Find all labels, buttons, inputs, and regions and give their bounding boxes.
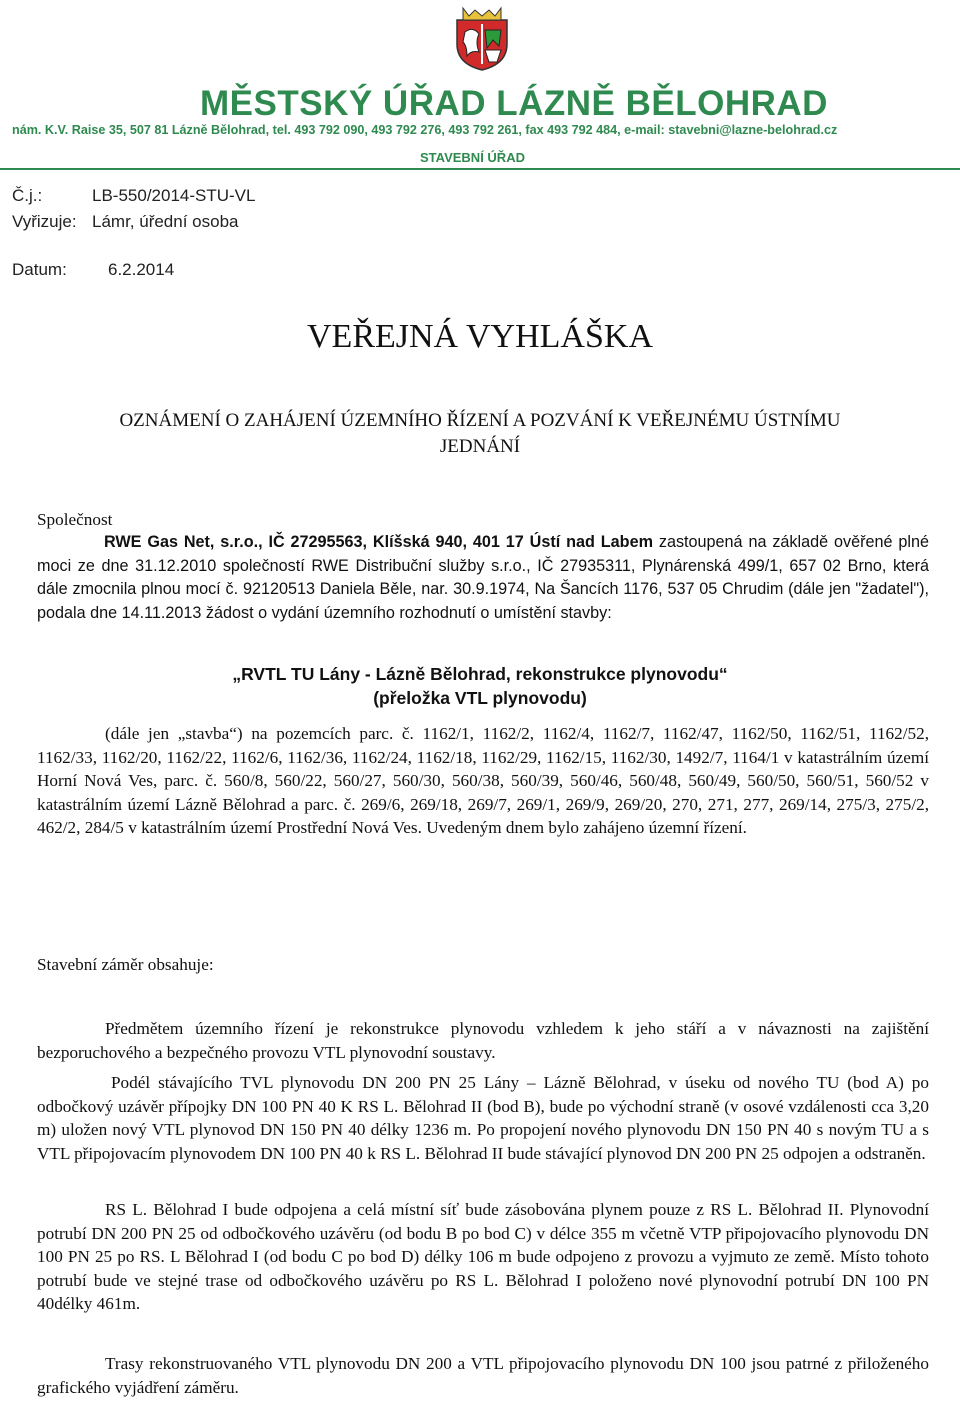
document-subtitle: [0, 408, 960, 460]
handler-row: [12, 212, 238, 232]
document-title: VEŘEJNÁ VYHLÁŠKA: [307, 318, 653, 355]
date-value: 6.2.2014: [108, 260, 175, 279]
header-divider: [0, 168, 960, 170]
applicant-name: RWE Gas Net, s.r.o., IČ 27295563, Klíšská 940, 401 17 Ústí nad Labem: [104, 533, 653, 551]
paragraph-disconnection: RS L. Bělohrad I bude odpojena a celá místní síť bude zásobována plynem pouze z RS L. Bělohrad II. Plynovodní potrubí DN 200 PN 25 od odbočkového uzávěru (od bodu B po bod C) v délce 355 m včetně VTP připojovacího plynovodu DN 100 PN 25 po RS. L Bělohrad I (od bodu C po bod D) délky 106 m bude odpojeno z provozu a vyjmuto ze země. Místo tohoto potrubí bude ve stejné trase od odbočkového uzávěru po RS L. Bělohrad I položeno nové plynovodní potrubí DN 100 PN 40délky 461m.: [37, 1200, 929, 1313]
section-heading: Stavební záměr obsahuje:: [37, 955, 214, 974]
applicant-paragraph: [37, 531, 929, 625]
applicant-heading: Společnost: [37, 510, 113, 529]
reference-value: LB-550/2014-STU-VL: [92, 186, 256, 205]
handler-label: Vyřizuje:: [12, 212, 77, 231]
parcels-paragraph: (dále jen „stavba“) na pozemcích parc. č. 1162/1, 1162/2, 1162/4, 1162/7, 1162/47, 1162/50, 1162/51, 1162/52, 1162/33, 1162/20, 1162/22, 1162/6, 1162/36, 1162/24, 1162/18, 1162/29, 1162/15, 1162/30, 1492/7, 1164/1 v katastrálním území Horní Nová Ves, parc. č. 560/8, 560/22, 560/27, 560/30, 560/38, 560/39, 560/46, 560/48, 560/49, 560/50, 560/51, 560/52 v katastrálním území Lázně Bělohrad a parc. č. 269/6, 269/18, 269/7, 269/1, 269/9, 269/20, 270, 271, 277, 269/14, 275/3, 275/2, 462/2, 284/5 v katastrálním území Prostřední Nová Ves. Uvedeným dnem bylo zahájeno územní řízení.: [37, 724, 929, 837]
subtitle-line-1: OZNÁMENÍ O ZAHÁJENÍ ÚZEMNÍHO ŘÍZENÍ A POZVÁNÍ K VEŘEJNÉMU ÚSTNÍMU: [119, 410, 841, 431]
paragraph-routes: Trasy rekonstruovaného VTL plynovodu DN 200 a VTL připojovacího plynovodu DN 100 jsou patrné z přiloženého grafického vyjádření záměru.: [37, 1354, 929, 1397]
reference-label: Č.j.:: [12, 186, 43, 205]
date-row: [12, 260, 174, 280]
reference-row: [12, 186, 255, 206]
applicant-text: zastoupená na základě ověřené plné moci ze dne 31.12.2010 společností RWE Distribuční služby s.r.o., IČ 27935311, Plynárenská 499/1, 657 02 Brno, která dále zmocnila plnou mocí č. 92120513 Daniela Běle, nar. 30.9.1974, Na Šancích 1176, 537 05 Chrudim (dále jen "žadatel"), podala dne 14.11.2013 žádost o vydání územního rozhodnutí o umístění stavby:: [37, 533, 929, 622]
subtitle-line-2: JEDNÁNÍ: [439, 436, 521, 457]
city-crest-icon: [453, 6, 511, 72]
office-contact-line: nám. K.V. Raise 35, 507 81 Lázně Bělohrad, tel. 493 792 090, 493 792 276, 493 792 261, fax 493 792 484, e-mail: stavebni@lazne-belohrad.cz: [12, 123, 838, 137]
paragraph-new-pipeline: Podél stávajícího TVL plynovodu DN 200 PN 25 Lány – Lázně Bělohrad, v úseku od nového TU (bod A) po odbočkový uzávěr přípojky DN 100 PN 40 K RS L. Bělohrad II (bod B), bude po východní straně (v osové vzdálenosti cca 3,20 m) uložen nový VTL plynovod DN 150 PN 40 délky 1236 m. Po propojení nového plynovodu DN 150 PN 40 s novým TU a s VTL připojovacím plynovodem DN 100 PN 40 k RS L. Bělohrad II bude stávající plynovod DN 200 PN 25 odpojen a odstraněn.: [37, 1073, 929, 1163]
department-name: STAVEBNÍ ÚŘAD: [420, 150, 525, 165]
paragraph-purpose: Předmětem územního řízení je rekonstrukce plynovodu vzhledem k jeho stáří a v návaznosti na zajištění bezporuchového a bezpečného provozu VTL plynovodní soustavy.: [37, 1019, 929, 1062]
office-name: MĚSTSKÝ ÚŘAD LÁZNĚ BĚLOHRAD: [200, 84, 828, 123]
project-name: „RVTL TU Lány - Lázně Bělohrad, rekonstrukce plynovodu“: [232, 664, 728, 684]
project-subtitle: (přeložka VTL plynovodu): [373, 688, 587, 708]
date-label: Datum:: [12, 260, 67, 279]
handler-value: Lámr, úřední osoba: [92, 212, 239, 231]
